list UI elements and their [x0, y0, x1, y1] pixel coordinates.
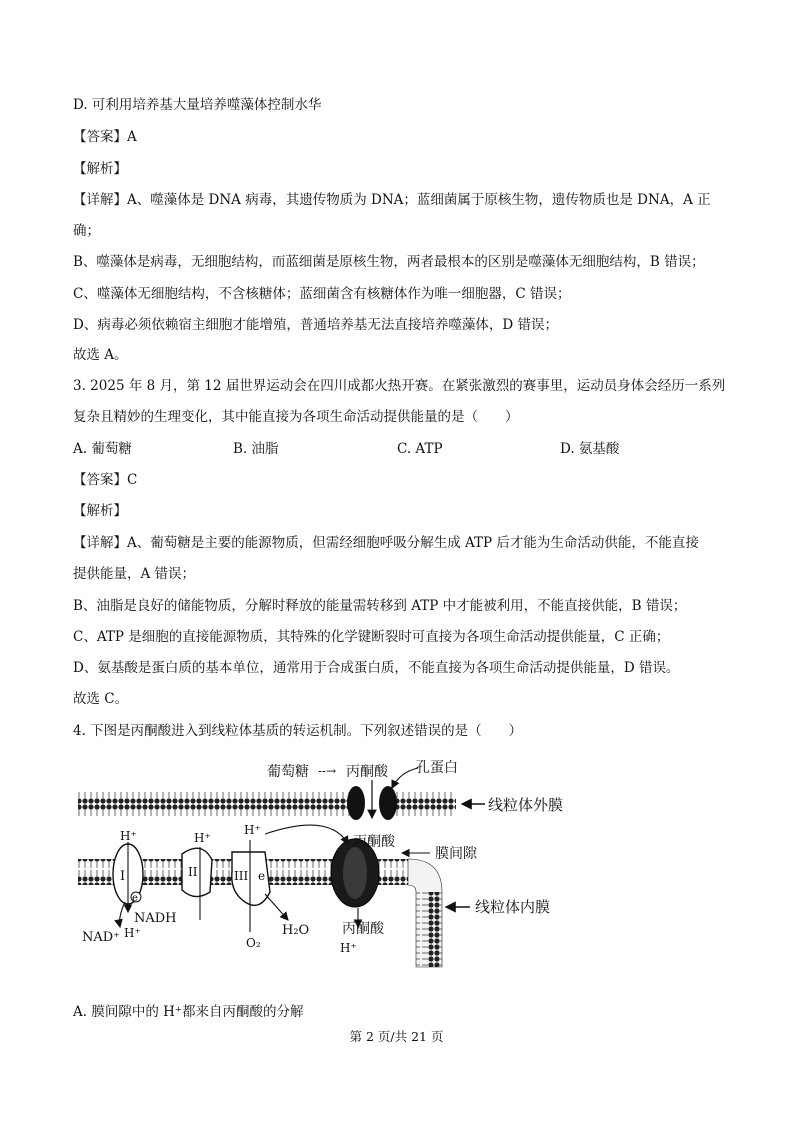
nadh-arrow: [120, 902, 125, 927]
q3-option-b: B. 油脂: [233, 441, 279, 457]
q2-detail-4: D、病毒必须依赖宿主细胞才能增殖，普通培养基无法直接培养噬藻体，D 错误；: [73, 317, 558, 333]
prev-option-d: D. 可利用培养基大量培养噬藻体控制水华: [73, 97, 322, 113]
mitochondria-transport-figure: [70, 752, 630, 987]
label-glucose: 葡萄糖: [267, 764, 309, 780]
q3-conclusion: 故选 C。: [73, 691, 129, 707]
complex-ii: [182, 848, 212, 896]
q2-analysis-label: 【解析】: [73, 161, 127, 177]
q4-stem: 4. 下图是丙酮酸进入到线粒体基质的转运机制。下列叙述错误的是（ ）: [73, 723, 523, 739]
q2-detail-1b: 确；: [73, 223, 100, 239]
label-pyruvate-top: 丙酮酸: [346, 764, 388, 780]
outer-membrane: [78, 790, 456, 816]
label-h-4: H⁺: [124, 926, 141, 940]
label-o2: O₂: [246, 936, 261, 950]
label-pyruvate-bottom: 丙酮酸: [342, 921, 384, 937]
q3-analysis-label: 【解析】: [73, 503, 127, 519]
h-to-carrier-arrow: [265, 825, 348, 844]
svg-text:II: II: [188, 865, 198, 879]
svg-text:e: e: [132, 893, 138, 904]
label-h2o: H₂O: [282, 923, 310, 938]
glucose-arrow: --→: [318, 764, 337, 778]
label-inner-membrane: 线粒体内膜: [475, 898, 551, 916]
q3-option-d: D. 氨基酸: [560, 441, 620, 457]
q3-option-c: C. ATP: [397, 441, 443, 457]
page-footer: 第 2 页/共 21 页: [349, 1029, 444, 1044]
q3-stem-1: 3. 2025 年 8 月，第 12 届世界运动会在四川成都火热开赛。在紧张激烈的赛事里，运动员身体会经历一系列: [73, 378, 726, 394]
svg-text:III: III: [234, 869, 249, 883]
q3-detail-3: C、ATP 是细胞的直接能源物质，其特殊的化学键断裂时可直接为各项生命活动提供能量，C 正确；: [73, 629, 670, 645]
q3-stem-2: 复杂且精妙的生理变化，其中能直接为各项生命活动提供能量的是（ ）: [73, 409, 519, 425]
q3-answer: 【答案】C: [73, 472, 138, 488]
svg-text:I: I: [120, 869, 126, 884]
label-porin: 孔蛋白: [416, 760, 458, 776]
q2-conclusion: 故选 A。: [73, 347, 128, 363]
label-h-1: H⁺: [120, 829, 137, 843]
label-nadh: NADH: [134, 911, 177, 926]
q3-detail-1: 【详解】A、葡萄糖是主要的能源物质，但需经细胞呼吸分解生成 ATP 后才能为生命活动供能，不能直接: [73, 535, 699, 551]
label-pyruvate-mid: 丙酮酸: [353, 834, 395, 850]
label-h-2: H⁺: [194, 831, 211, 845]
label-nad-plus: NAD⁺: [82, 930, 121, 945]
q3-option-a: A. 葡萄糖: [73, 441, 132, 457]
q2-detail-1: 【详解】A、噬藻体是 DNA 病毒，其遗传物质为 DNA；蓝细菌属于原核生物，遗传物质也是 DNA，A 正: [73, 192, 711, 208]
q2-detail-2: B、噬藻体是病毒，无细胞结构，而蓝细菌是原核生物，两者最根本的区别是噬藻体无细胞结构，B 错误；: [73, 254, 705, 270]
svg-text:e: e: [258, 869, 266, 883]
o2-arrow: [265, 894, 288, 920]
q2-detail-3: C、噬藻体无细胞结构，不含核糖体；蓝细菌含有核糖体作为唯一细胞器，C 错误；: [73, 286, 571, 302]
porin-pointer: [392, 768, 418, 788]
q3-detail-2: B、油脂是良好的储能物质，分解时释放的能量需转移到 ATP 中才能被利用，不能直接供能，B 错误；: [73, 598, 687, 614]
label-h-5: H⁺: [340, 941, 357, 955]
q3-detail-1b: 提供能量，A 错误；: [73, 566, 196, 582]
complex-iii: [232, 852, 270, 905]
label-intermembrane: 膜间隙: [435, 846, 477, 862]
q3-detail-4: D、氨基酸是蛋白质的基本单位，通常用于合成蛋白质，不能直接为各项生命活动提供能量，D 错误。: [73, 660, 680, 676]
label-outer-membrane: 线粒体外膜: [488, 796, 564, 814]
label-h-3: H⁺: [244, 823, 261, 837]
q2-answer: 【答案】A: [73, 129, 137, 145]
q4-option-a: A. 膜间隙中的 H⁺都来自丙酮酸的分解: [73, 1004, 304, 1020]
